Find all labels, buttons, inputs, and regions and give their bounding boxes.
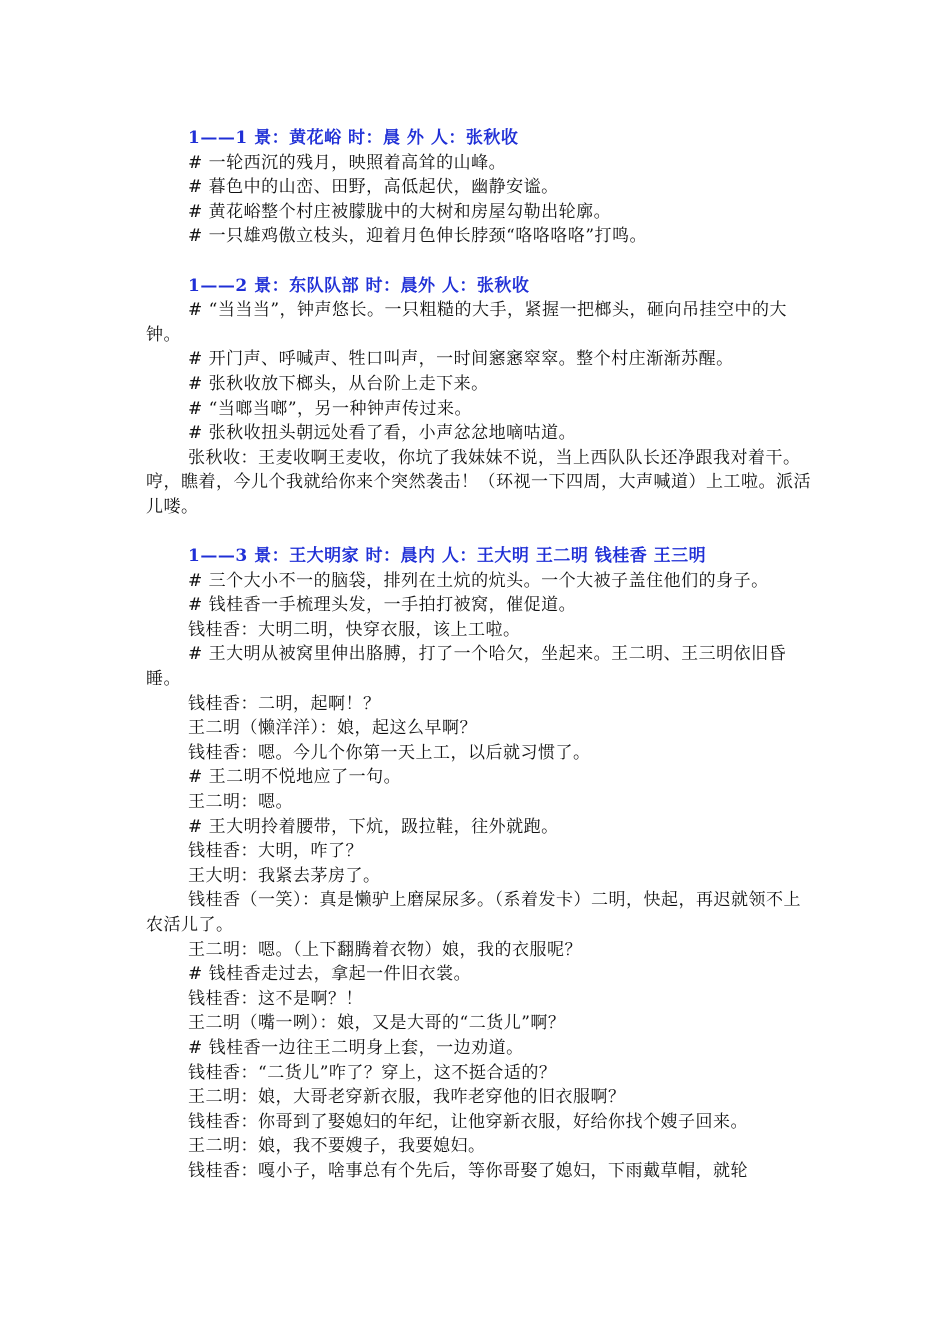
scene-heading: 1——1 景：黄花峪 时：晨 外 人：张秋收 bbox=[188, 128, 519, 148]
dialogue-line: 王二明：娘，我不要嫂子，我要媳妇。 bbox=[188, 1136, 486, 1157]
dialogue-line: 钱桂香：二明，起啊！？ bbox=[188, 693, 381, 714]
dialogue-line: 钱桂香：大明二明，快穿衣服，该上工啦。 bbox=[188, 619, 521, 640]
script-line: # 张秋收扭头朝远处看了看，小声忿忿地嘀咕道。 bbox=[188, 423, 577, 444]
script-line: # 三个大小不一的脑袋，排列在土炕的炕头。一个大被子盖住他们的身子。 bbox=[188, 570, 769, 591]
script-line: # “当当当”，钟声悠长。一只粗糙的大手，紧握一把榔头，砸向吊挂空中的大钟。 bbox=[146, 300, 788, 345]
dialogue-line: 王二明（懒洋洋）：娘，起这么早啊？ bbox=[188, 718, 477, 739]
dialogue-line: 钱桂香：这不是啊？！ bbox=[188, 988, 363, 1009]
document-page bbox=[146, 126, 812, 1184]
script-line: # 黄花峪整个村庄被朦胧中的大树和房屋勾勒出轮廓。 bbox=[188, 201, 612, 222]
script-line: # 一只雄鸡傲立枝头，迎着月色伸长脖颈“咯咯咯咯”打鸣。 bbox=[188, 226, 648, 247]
script-line: # 钱桂香走过去，拿起一件旧衣裳。 bbox=[188, 964, 472, 985]
script-line: # 张秋收放下榔头，从台阶上走下来。 bbox=[188, 373, 489, 394]
script-line: # 王二明不悦地应了一句。 bbox=[188, 767, 402, 788]
dialogue-line: 钱桂香：大明，咋了？ bbox=[188, 841, 363, 862]
dialogue-line: 王大明：我紧去茅房了。 bbox=[188, 865, 381, 886]
script-line: # 钱桂香一手梳理头发，一手拍打被窝，催促道。 bbox=[188, 595, 577, 616]
script-line: # 钱桂香一边往王二明身上套，一边劝道。 bbox=[188, 1037, 524, 1058]
script-line: # 王大明拎着腰带，下炕，趿拉鞋，往外就跑。 bbox=[188, 816, 559, 837]
scene-spacer bbox=[146, 249, 812, 274]
dialogue-line: 钱桂香（一笑）：真是懒驴上磨屎尿多。（系着发卡）二明，快起，再迟就领不上农活儿了。 bbox=[146, 890, 801, 935]
dialogue-line: 王二明：娘，大哥老穿新衣服，我咋老穿他的旧衣服啊？ bbox=[188, 1087, 626, 1108]
scene-spacer bbox=[146, 520, 812, 545]
dialogue-line: 张秋收：王麦收啊王麦收，你坑了我妹妹不说，当上西队队长还净跟我对着干。哼，瞧着，今儿个我就给你来个突然袭击！（环视一下四周，大声喊道）上工啦。派活儿喽。 bbox=[146, 447, 811, 517]
dialogue-line: 钱桂香：你哥到了娶媳妇的年纪，让他穿新衣服，好给你找个嫂子回来。 bbox=[188, 1111, 748, 1132]
dialogue-line: 钱桂香：嘎小子，啥事总有个先后，等你哥娶了媳妇，下雨戴草帽，就轮 bbox=[188, 1160, 748, 1181]
script-line: # 一轮西沉的残月，映照着高耸的山峰。 bbox=[188, 152, 507, 173]
dialogue-line: 王二明（嘴一咧）：娘，又是大哥的“二货儿”啊？ bbox=[188, 1013, 566, 1034]
scene-heading: 1——3 景：王大明家 时：晨内 人：王大明 王二明 钱桂香 王三明 bbox=[188, 546, 707, 567]
dialogue-line: 钱桂香：嗯。今儿个你第一天上工，以后就习惯了。 bbox=[188, 742, 591, 763]
script-line: # 开门声、呼喊声、牲口叫声，一时间窸窸窣窣。整个村庄渐渐苏醒。 bbox=[188, 349, 734, 370]
dialogue-line: 钱桂香：“二货儿”咋了？穿上，这不挺合适的？ bbox=[188, 1062, 557, 1083]
script-line: # 王大明从被窝里伸出胳膊，打了一个哈欠，坐起来。王二明、王三明依旧昏睡。 bbox=[146, 644, 787, 690]
dialogue-line: 王二明：嗯。（上下翻腾着衣物）娘，我的衣服呢？ bbox=[188, 939, 582, 960]
dialogue-line: 王二明：嗯。 bbox=[188, 792, 293, 813]
script-line: # 暮色中的山峦、田野，高低起伏，幽静安谧。 bbox=[188, 177, 559, 198]
script-line: # “当啷当啷”，另一种钟声传过来。 bbox=[188, 398, 473, 419]
scene-heading: 1——2 景：东队队部 时：晨外 人：张秋收 bbox=[188, 275, 530, 296]
